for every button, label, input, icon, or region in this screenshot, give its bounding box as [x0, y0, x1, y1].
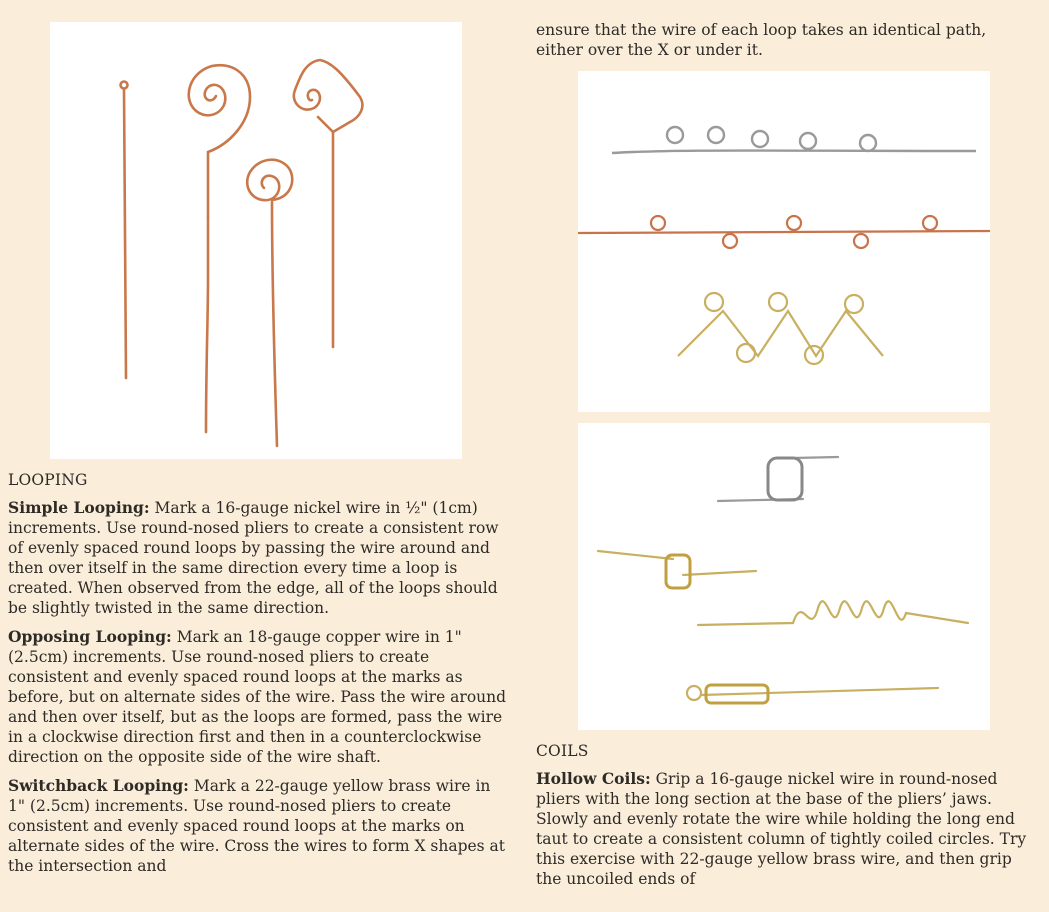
- wire-spirals-photo: [50, 22, 462, 459]
- paragraph-title: Simple Looping:: [8, 498, 150, 517]
- left-column: [8, 470, 508, 885]
- hollow-coils-paragraph: [536, 769, 1031, 889]
- wire-loops-photo: [578, 71, 990, 412]
- paragraph-title: Hollow Coils:: [536, 769, 651, 788]
- opposing-looping-paragraph: [8, 627, 508, 767]
- simple-looping-paragraph: [8, 498, 508, 618]
- paragraph-body: Mark an 18-gauge copper wire in 1" (2.5cm) increments. Use round-nosed pliers to create consistent and evenly spaced round loops at the marks as before, but on alternate sides of the wire. Pass the wire around and then over itself, but as the loops are formed, pass the wire in a clockwise direction first and then in a counterclockwise direction on the opposite side of the wire shaft.: [8, 628, 507, 766]
- paragraph-title: Switchback Looping:: [8, 776, 189, 795]
- continuation-text: ensure that the wire of each loop takes an identical path, either over the X or under it.: [536, 21, 987, 59]
- paragraph-body: Mark a 22-gauge yellow brass wire in 1" (2.5cm) increments. Use round-nosed pliers to create consistent and evenly spaced round loops at the marks on alternate sides of the wire. Cross the wires to form X shapes at the intersection and: [8, 777, 506, 875]
- coils-section: [536, 741, 1031, 898]
- looping-samples-illustration: [578, 71, 990, 412]
- section-heading-looping: LOOPING: [8, 471, 88, 489]
- section-heading-coils: COILS: [536, 742, 589, 760]
- switchback-looping-paragraph: [8, 776, 508, 876]
- paragraph-body: Grip a 16-gauge nickel wire in round-nosed pliers with the long section at the base of the pliers’ jaws. Slowly and evenly rotate the wire while holding the long end taut to create a consistent column of tightly coiled circles. Try this exercise with 22-gauge yellow brass wire, and then grip the uncoiled ends of: [536, 770, 1027, 888]
- wire-coils-photo: [578, 423, 990, 730]
- paragraph-body: Mark a 16-gauge nickel wire in ½" (1cm) increments. Use round-nosed pliers to create a consistent row of evenly spaced round loops by passing the wire around and then over itself in the same direction every time a loop is created. When observed from the edge, all of the loops should be slightly twisted in the same direction.: [8, 499, 499, 617]
- right-column: [536, 20, 1026, 60]
- copper-spirals-illustration: [50, 22, 462, 459]
- paragraph-title: Opposing Looping:: [8, 627, 172, 646]
- coil-samples-illustration: [578, 423, 990, 730]
